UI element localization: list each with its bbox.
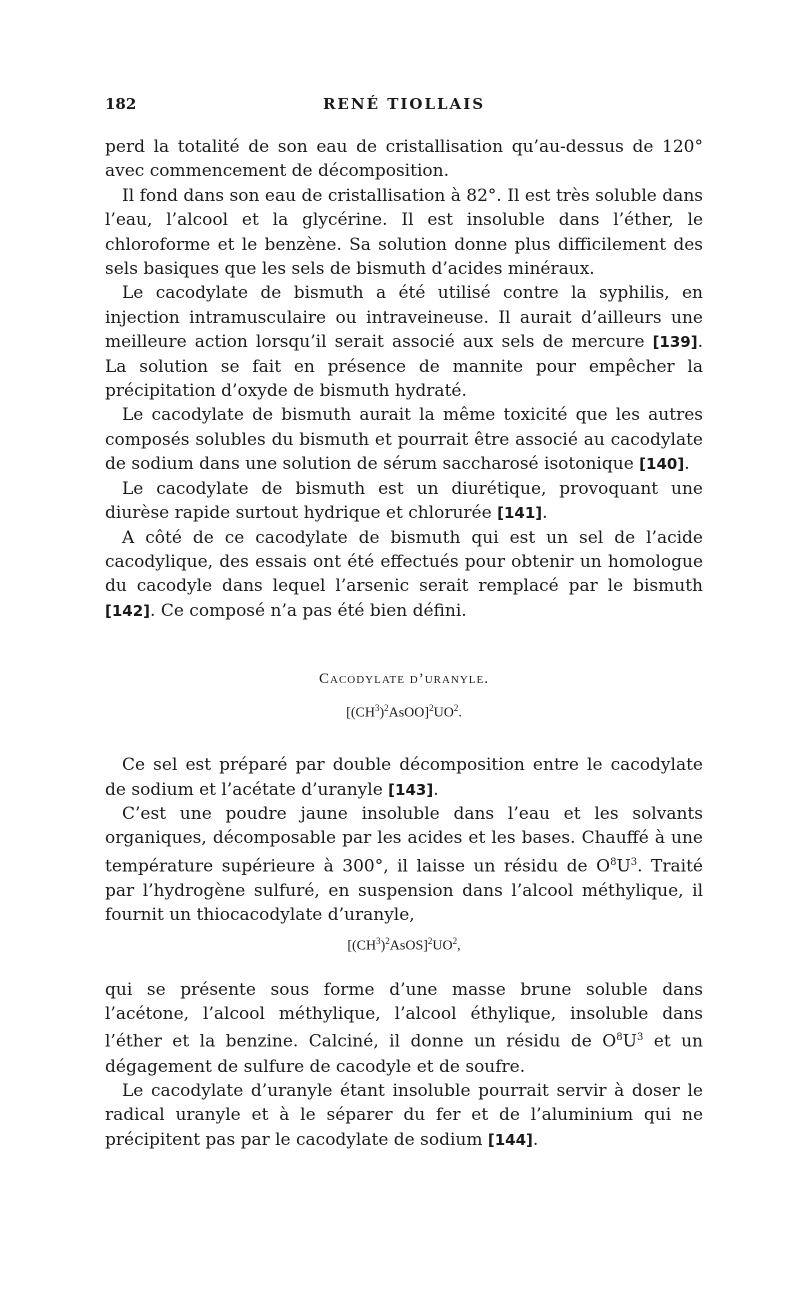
section-heading-text: Cacodylate d’uranyle. bbox=[319, 671, 489, 688]
paragraph bbox=[105, 281, 703, 403]
formula-part: , bbox=[457, 938, 461, 954]
paragraph bbox=[105, 403, 703, 476]
book-page bbox=[105, 95, 703, 1152]
formula-sup: 3 bbox=[374, 703, 380, 714]
body-text-top bbox=[105, 135, 703, 623]
body-text-bottom bbox=[105, 978, 703, 1153]
paragraph-text: . Ce composé n’a pas été bien défini. bbox=[150, 600, 467, 621]
running-head bbox=[105, 95, 703, 119]
spacer bbox=[105, 958, 703, 978]
paragraph-text: Le cacodylate de bismuth est un diurétique, provoquant une diurèse rapide surtout hydrique et chlorurée bbox=[105, 478, 703, 524]
paragraph bbox=[105, 978, 703, 1079]
paragraph bbox=[105, 526, 703, 624]
paragraph-text: C’est une poudre jaune insoluble dans l’eau et les solvants organiques, décomposable par les acides et les bases. Chauffé à une température supérieure à 300°, il laisse un résidu de O bbox=[105, 803, 703, 877]
formula-part: ) bbox=[380, 938, 386, 954]
spacer bbox=[105, 725, 703, 753]
superscript: 8 bbox=[616, 1032, 623, 1044]
formula-sup: 2 bbox=[429, 703, 434, 714]
running-title: RENÉ TIOLLAIS bbox=[322, 95, 486, 113]
paragraph-text: . bbox=[532, 1129, 539, 1150]
paragraph-text: Ce sel est préparé par double décomposition entre le cacodylate de sodium et l’acétate d’uranyle bbox=[105, 755, 703, 800]
formula-part: UO bbox=[433, 705, 454, 721]
formula-part: [(CH bbox=[346, 705, 375, 721]
formula-sup: 2 bbox=[384, 703, 389, 714]
reference-number: [139] bbox=[652, 333, 698, 352]
reference-number: [141] bbox=[497, 504, 543, 523]
page-number: 182 bbox=[105, 95, 137, 113]
formula-sup: 2 bbox=[385, 935, 390, 946]
paragraph bbox=[105, 477, 703, 526]
paragraph bbox=[105, 135, 703, 184]
paragraph-text: et un dégagement de sulfure de cacodyle et de soufre. bbox=[105, 1032, 703, 1077]
formula-sup: 2 bbox=[452, 935, 458, 946]
paragraph-text: U bbox=[622, 1032, 637, 1053]
reference-number: [140] bbox=[639, 455, 685, 474]
formula-part: UO bbox=[432, 938, 453, 954]
superscript: 3 bbox=[636, 1032, 644, 1044]
formula-part: AsOO] bbox=[388, 705, 430, 721]
paragraph bbox=[105, 753, 703, 802]
section-heading bbox=[105, 671, 703, 695]
paragraph bbox=[105, 1079, 703, 1152]
superscript: 3 bbox=[630, 856, 638, 868]
paragraph-text: Le cacodylate d’uranyle étant insoluble pourrait servir à doser le radical uranyle et à le séparer du fer et de l’aluminium qui ne précipitent pas par le cacodylate de sodium bbox=[105, 1080, 703, 1150]
paragraph-text: Il fond dans son eau de cristallisation à 82°. Il est très soluble dans l’eau, l’alcool et la glycérine. Il est insoluble dans l’éther, le chloroforme et le benzène. Sa solution donne plus difficilement des sels basiques que les sels de bismuth d’acides minéraux. bbox=[105, 185, 703, 280]
paragraph-text: qui se présente sous forme d’une masse brune soluble dans l’acétone, l’alcool méthylique, l’alcool éthylique, insoluble dans l’éther et la benzine. Calciné, il donne un résidu de O bbox=[105, 979, 703, 1053]
formula-part: [(CH bbox=[347, 938, 377, 954]
paragraph bbox=[105, 802, 703, 928]
formula-part: AsOS] bbox=[389, 938, 428, 954]
paragraph bbox=[105, 184, 703, 282]
formula-sup: 2 bbox=[427, 935, 433, 946]
paragraph-text: . bbox=[684, 454, 690, 475]
chemical-formula bbox=[105, 703, 703, 725]
body-text-middle bbox=[105, 753, 703, 928]
paragraph-text: U bbox=[616, 856, 631, 877]
superscript: 8 bbox=[610, 856, 617, 868]
paragraph-text: perd la totalité de son eau de cristallisation qu’au-dessus de 120° avec commencement de décomposition. bbox=[105, 137, 703, 182]
paragraph-text: . bbox=[542, 503, 548, 524]
paragraph-text: . Traité par l’hydrogène sulfuré, en suspension dans l’alcool méthylique, il fournit un thiocacodylate d’uranyle, bbox=[105, 856, 703, 926]
reference-number: [143] bbox=[388, 780, 434, 799]
formula-sup: 2 bbox=[453, 703, 459, 714]
reference-number: [142] bbox=[105, 601, 151, 620]
paragraph-text: . La solution se fait en présence de mannite pour empêcher la précipitation d’oxyde de bismuth hydraté. bbox=[105, 332, 703, 402]
thio-formula bbox=[105, 936, 703, 958]
paragraph-text: Le cacodylate de bismuth aurait la même toxicité que les autres composés solubles du bismuth et pourrait être associé au cacodylate de sodium dans une solution de sérum saccharosé isotonique bbox=[105, 405, 703, 475]
paragraph-text: . bbox=[433, 779, 439, 800]
reference-number: [144] bbox=[487, 1130, 533, 1149]
formula-part: . bbox=[458, 705, 462, 721]
formula-part: ) bbox=[379, 705, 385, 721]
paragraph-text: A côté de ce cacodylate de bismuth qui est un sel de l’acide cacodylique, des essais ont été effectués pour obtenir un homologue du cacodyle dans lequel l’arsenic serait remplacé par le bismuth bbox=[105, 527, 703, 597]
paragraph-text: Le cacodylate de bismuth a été utilisé contre la syphilis, en injection intramusculaire ou intraveineuse. Il aurait d’ailleurs une meilleure action lorsqu’il serait associé aux sels de mercure bbox=[105, 283, 703, 353]
formula-sup: 3 bbox=[376, 935, 381, 946]
